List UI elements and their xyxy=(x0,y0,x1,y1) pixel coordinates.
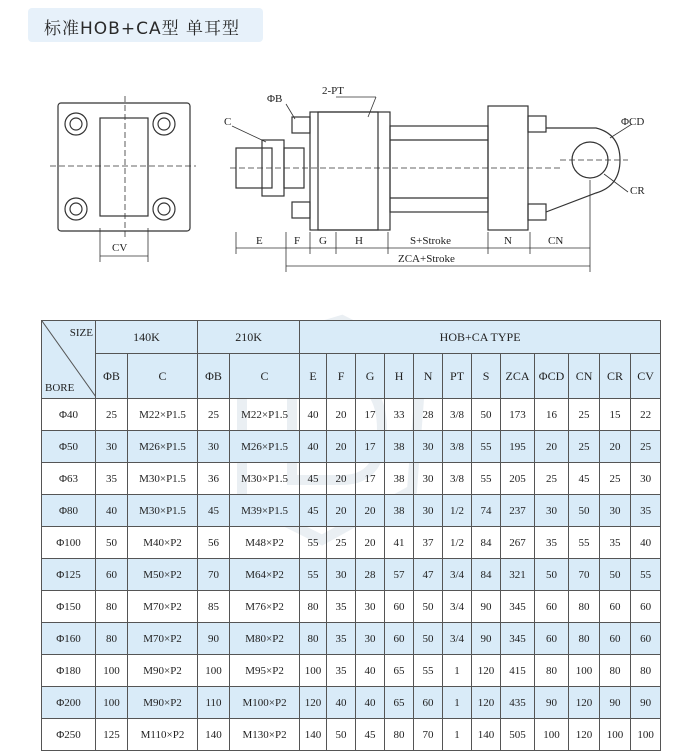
bore-cell: Φ180 xyxy=(42,655,96,687)
table-cell: 20 xyxy=(535,431,569,463)
table-cell: 267 xyxy=(501,527,535,559)
table-cell: 35 xyxy=(327,655,356,687)
table-cell: 60 xyxy=(535,623,569,655)
table-cell: 60 xyxy=(385,623,414,655)
table-cell: 17 xyxy=(356,431,385,463)
table-cell: 30 xyxy=(198,431,230,463)
table-cell: M30×P1.5 xyxy=(230,463,300,495)
size-label: SIZE xyxy=(69,327,93,339)
table-cell: 55 xyxy=(472,463,501,495)
label-s-stroke: S+Stroke xyxy=(410,235,452,247)
table-cell: 3/4 xyxy=(443,623,472,655)
table-cell: 60 xyxy=(631,591,661,623)
table-cell: 30 xyxy=(414,431,443,463)
table-cell: 40 xyxy=(300,399,327,431)
table-cell: 17 xyxy=(356,399,385,431)
table-cell: 90 xyxy=(198,623,230,655)
label-phi-b: ΦB xyxy=(267,93,283,105)
table-cell: 1 xyxy=(443,655,472,687)
table-cell: 40 xyxy=(300,431,327,463)
table-cell: 35 xyxy=(631,495,661,527)
table-cell: 30 xyxy=(356,591,385,623)
table-cell: 50 xyxy=(414,591,443,623)
group-140k: 140K xyxy=(96,321,198,354)
table-cell: 30 xyxy=(535,495,569,527)
table-cell: 20 xyxy=(356,495,385,527)
table-cell: 45 xyxy=(356,719,385,751)
table-cell: 56 xyxy=(198,527,230,559)
table-cell: 60 xyxy=(385,591,414,623)
table-cell: M90×P2 xyxy=(128,687,198,719)
table-row xyxy=(42,463,661,495)
table-cell: 55 xyxy=(472,431,501,463)
table-cell: 100 xyxy=(96,687,128,719)
table-cell: M40×P2 xyxy=(128,527,198,559)
column-header: N xyxy=(414,354,443,399)
column-header: F xyxy=(327,354,356,399)
label-cv: CV xyxy=(112,242,128,254)
label-c: C xyxy=(224,116,232,128)
table-cell: M26×P1.5 xyxy=(230,431,300,463)
table-cell: 60 xyxy=(414,687,443,719)
table-cell: 70 xyxy=(414,719,443,751)
table-cell: 505 xyxy=(501,719,535,751)
table-cell: M39×P1.5 xyxy=(230,495,300,527)
table-cell: 80 xyxy=(535,655,569,687)
table-row xyxy=(42,623,661,655)
table-cell: M95×P2 xyxy=(230,655,300,687)
header-row-columns xyxy=(42,354,661,399)
column-header: E xyxy=(300,354,327,399)
table-cell: 173 xyxy=(501,399,535,431)
table-cell: 100 xyxy=(535,719,569,751)
table-cell: 120 xyxy=(300,687,327,719)
table-cell: 110 xyxy=(198,687,230,719)
table-cell: 120 xyxy=(472,655,501,687)
table-cell: 30 xyxy=(356,623,385,655)
table-cell: 195 xyxy=(501,431,535,463)
table-cell: 140 xyxy=(472,719,501,751)
table-cell: 205 xyxy=(501,463,535,495)
table-cell: 435 xyxy=(501,687,535,719)
table-cell: 85 xyxy=(198,591,230,623)
table-cell: 40 xyxy=(96,495,128,527)
table-cell: 40 xyxy=(356,687,385,719)
table-cell: 30 xyxy=(600,495,631,527)
table-cell: M90×P2 xyxy=(128,655,198,687)
table-cell: M100×P2 xyxy=(230,687,300,719)
bore-label: BORE xyxy=(45,382,75,394)
table-cell: 55 xyxy=(300,559,327,591)
table-row xyxy=(42,527,661,559)
table-cell: M30×P1.5 xyxy=(128,495,198,527)
table-cell: 35 xyxy=(535,527,569,559)
table-cell: 30 xyxy=(327,559,356,591)
table-cell: 120 xyxy=(569,687,600,719)
page-title: 标准HOB+CA型 单耳型 xyxy=(44,19,240,39)
table-cell: 60 xyxy=(535,591,569,623)
table-cell: 70 xyxy=(569,559,600,591)
table-cell: 90 xyxy=(631,687,661,719)
table-cell: 25 xyxy=(535,463,569,495)
table-cell: 70 xyxy=(198,559,230,591)
table-cell: 20 xyxy=(600,431,631,463)
table-cell: 37 xyxy=(414,527,443,559)
table-cell: 20 xyxy=(327,431,356,463)
table-cell: 84 xyxy=(472,559,501,591)
table-cell: 38 xyxy=(385,495,414,527)
table-cell: 100 xyxy=(300,655,327,687)
column-header: H xyxy=(385,354,414,399)
table-cell: 17 xyxy=(356,463,385,495)
table-cell: 20 xyxy=(327,495,356,527)
bore-cell: Φ63 xyxy=(42,463,96,495)
table-cell: M22×P1.5 xyxy=(128,399,198,431)
table-cell: 50 xyxy=(96,527,128,559)
table-cell: 1 xyxy=(443,719,472,751)
column-header: CV xyxy=(631,354,661,399)
label-phi-cd: ΦCD xyxy=(621,116,645,128)
table-cell: 30 xyxy=(96,431,128,463)
table-cell: 3/8 xyxy=(443,463,472,495)
table-cell: 45 xyxy=(300,463,327,495)
column-header: ΦCD xyxy=(535,354,569,399)
bore-cell: Φ200 xyxy=(42,687,96,719)
label-h: H xyxy=(355,235,363,247)
table-cell: 30 xyxy=(414,495,443,527)
group-210k: 210K xyxy=(198,321,300,354)
table-cell: M50×P2 xyxy=(128,559,198,591)
table-cell: 20 xyxy=(327,463,356,495)
column-header: CR xyxy=(600,354,631,399)
table-cell: 38 xyxy=(385,431,414,463)
table-cell: 25 xyxy=(569,399,600,431)
table-cell: 80 xyxy=(569,591,600,623)
table-cell: 25 xyxy=(327,527,356,559)
spec-table xyxy=(41,320,661,751)
column-header: ΦB xyxy=(96,354,128,399)
group-hob-ca-type: HOB+CA TYPE xyxy=(300,321,661,354)
table-cell: 100 xyxy=(600,719,631,751)
table-cell: 125 xyxy=(96,719,128,751)
table-cell: 35 xyxy=(327,623,356,655)
label-2-pt: 2-PT xyxy=(322,85,344,97)
table-cell: 36 xyxy=(198,463,230,495)
table-cell: 1/2 xyxy=(443,527,472,559)
column-header: C xyxy=(230,354,300,399)
table-cell: 25 xyxy=(600,463,631,495)
table-cell: 60 xyxy=(96,559,128,591)
table-cell: M70×P2 xyxy=(128,591,198,623)
table-cell: 25 xyxy=(569,431,600,463)
table-body xyxy=(42,399,661,751)
table-cell: M130×P2 xyxy=(230,719,300,751)
table-cell: 3/8 xyxy=(443,431,472,463)
table-cell: 60 xyxy=(631,623,661,655)
table-cell: 25 xyxy=(96,399,128,431)
table-cell: 90 xyxy=(472,591,501,623)
table-cell: 90 xyxy=(600,687,631,719)
label-zca-stroke: ZCA+Stroke xyxy=(398,253,455,265)
bore-cell: Φ80 xyxy=(42,495,96,527)
bore-cell: Φ150 xyxy=(42,591,96,623)
table-cell: 28 xyxy=(356,559,385,591)
table-cell: 30 xyxy=(414,463,443,495)
table-cell: 3/4 xyxy=(443,559,472,591)
table-cell: 40 xyxy=(327,687,356,719)
table-cell: 345 xyxy=(501,623,535,655)
table-cell: 38 xyxy=(385,463,414,495)
column-header: C xyxy=(128,354,198,399)
bore-cell: Φ100 xyxy=(42,527,96,559)
table-cell: 140 xyxy=(300,719,327,751)
table-cell: 80 xyxy=(600,655,631,687)
table-cell: 50 xyxy=(414,623,443,655)
table-cell: 321 xyxy=(501,559,535,591)
table-cell: 55 xyxy=(631,559,661,591)
table-cell: 55 xyxy=(300,527,327,559)
table-cell: 35 xyxy=(96,463,128,495)
table-cell: 237 xyxy=(501,495,535,527)
table-cell: 120 xyxy=(569,719,600,751)
table-cell: 45 xyxy=(198,495,230,527)
table-cell: 74 xyxy=(472,495,501,527)
table-cell: 80 xyxy=(300,623,327,655)
column-header: ΦB xyxy=(198,354,230,399)
table-cell: 40 xyxy=(356,655,385,687)
table-cell: M30×P1.5 xyxy=(128,463,198,495)
table-cell: 84 xyxy=(472,527,501,559)
table-row xyxy=(42,559,661,591)
table-cell: 3/4 xyxy=(443,591,472,623)
table-cell: 50 xyxy=(600,559,631,591)
table-cell: M26×P1.5 xyxy=(128,431,198,463)
table-cell: 140 xyxy=(198,719,230,751)
table-cell: 65 xyxy=(385,655,414,687)
table-cell: 28 xyxy=(414,399,443,431)
table-cell: 65 xyxy=(385,687,414,719)
header-row-groups xyxy=(42,321,661,354)
table-cell: M110×P2 xyxy=(128,719,198,751)
table-cell: 20 xyxy=(327,399,356,431)
table-cell: 50 xyxy=(472,399,501,431)
label-g: G xyxy=(319,235,327,247)
table-cell: 120 xyxy=(472,687,501,719)
label-cr: CR xyxy=(630,185,645,197)
table-cell: 60 xyxy=(600,623,631,655)
table-cell: M70×P2 xyxy=(128,623,198,655)
label-n: N xyxy=(504,235,512,247)
table-cell: 20 xyxy=(356,527,385,559)
table-cell: 415 xyxy=(501,655,535,687)
table-cell: 15 xyxy=(600,399,631,431)
table-cell: 80 xyxy=(96,623,128,655)
table-cell: 60 xyxy=(600,591,631,623)
bore-cell: Φ160 xyxy=(42,623,96,655)
table-cell: 100 xyxy=(96,655,128,687)
table-cell: 40 xyxy=(631,527,661,559)
table-cell: 35 xyxy=(327,591,356,623)
size-bore-corner xyxy=(42,321,96,399)
table-cell: 33 xyxy=(385,399,414,431)
table-cell: 22 xyxy=(631,399,661,431)
table-row xyxy=(42,399,661,431)
table-cell: 1/2 xyxy=(443,495,472,527)
table-row xyxy=(42,495,661,527)
table-cell: 47 xyxy=(414,559,443,591)
table-cell: 50 xyxy=(327,719,356,751)
column-header: CN xyxy=(569,354,600,399)
table-row xyxy=(42,431,661,463)
column-header: PT xyxy=(443,354,472,399)
table-cell: 16 xyxy=(535,399,569,431)
column-header: S xyxy=(472,354,501,399)
table-cell: 3/8 xyxy=(443,399,472,431)
table-cell: 55 xyxy=(569,527,600,559)
table-cell: 345 xyxy=(501,591,535,623)
table-cell: 80 xyxy=(385,719,414,751)
table-cell: 1 xyxy=(443,687,472,719)
table-row xyxy=(42,655,661,687)
table-cell: 25 xyxy=(198,399,230,431)
table-row xyxy=(42,719,661,751)
table-cell: 80 xyxy=(569,623,600,655)
table-cell: M64×P2 xyxy=(230,559,300,591)
table-cell: M80×P2 xyxy=(230,623,300,655)
table-cell: 25 xyxy=(631,431,661,463)
table-cell: 45 xyxy=(300,495,327,527)
table-cell: 35 xyxy=(600,527,631,559)
table-cell: M76×P2 xyxy=(230,591,300,623)
bore-cell: Φ125 xyxy=(42,559,96,591)
table-cell: 45 xyxy=(569,463,600,495)
table-cell: 100 xyxy=(569,655,600,687)
table-row xyxy=(42,591,661,623)
column-header: ZCA xyxy=(501,354,535,399)
table-cell: 50 xyxy=(535,559,569,591)
table-cell: 80 xyxy=(631,655,661,687)
label-cn: CN xyxy=(548,235,564,247)
table-cell: 100 xyxy=(631,719,661,751)
table-cell: 90 xyxy=(472,623,501,655)
table-cell: 55 xyxy=(414,655,443,687)
table-cell: 50 xyxy=(569,495,600,527)
bore-cell: Φ40 xyxy=(42,399,96,431)
bore-cell: Φ250 xyxy=(42,719,96,751)
front-view xyxy=(50,96,196,262)
label-e: E xyxy=(256,235,263,247)
table-cell: 100 xyxy=(198,655,230,687)
table-cell: 80 xyxy=(300,591,327,623)
bore-cell: Φ50 xyxy=(42,431,96,463)
label-f: F xyxy=(294,235,301,247)
table-cell: 41 xyxy=(385,527,414,559)
table-cell: 30 xyxy=(631,463,661,495)
table-cell: M48×P2 xyxy=(230,527,300,559)
cylinder-drawing xyxy=(0,60,695,280)
column-header: G xyxy=(356,354,385,399)
table-row xyxy=(42,687,661,719)
table-cell: 90 xyxy=(535,687,569,719)
table-cell: 80 xyxy=(96,591,128,623)
table-cell: 57 xyxy=(385,559,414,591)
table-cell: M22×P1.5 xyxy=(230,399,300,431)
